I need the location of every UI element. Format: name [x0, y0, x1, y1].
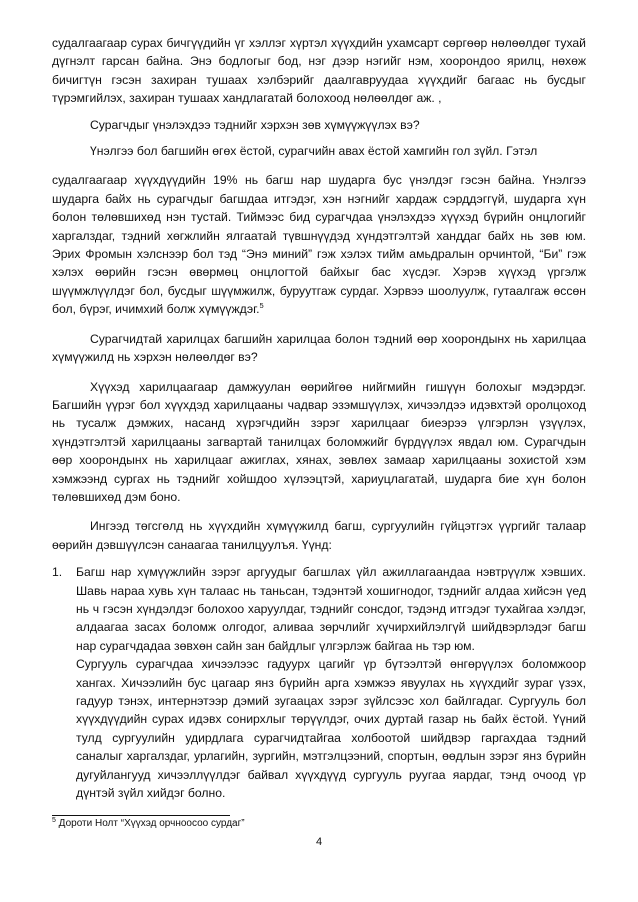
paragraph-text: судалгаагаар хүүхдүүдийн 19% нь багш нар шударга бус үнэлдэг гэсэн байна. Үнэлгээ шударга байх нь сурагчдыг багшдаа итгэдэг, хэн нэгнийг хардаж сэрддэггүй, шударга хүн болон төлөвшихөд нэн тустай. Тиймээс бид сурагчдаа үнэлэхдээ хүүхэд бүрийн онцлогийг харгалздаг, тэдний хөгжлийн ялгаатай түвшнүүдэд хүндэтгэлтэй ханддаг байх нь зөв юм. Эрих Фромын хэлснээр бол тэд “Энэ миний” гэж хэлэх тийм амьдралын орчинтой, “Би” гэж хэлэх өөрийн гэсэн өвөрмөц онцлогтой байхыг бас хүсдэг. Хэрэв хүүхэд үргэлж шүүмжлүүлдэг бол, бусдыг шүүмжилж, буруутгаж сурдаг. Хэрвээ шоолуулж, гутаалгаж өссөн бол, бүрэг, ичимхий болж хүмүүждэг. [52, 173, 586, 317]
list-paragraph: Сургууль сурагчдаа хичээлээс гадуурх цагийг үр бүтээлтэй өнгөрүүлэх боломжоор хангах. Хичээлийн бус цагаар янз бүрийн арга хэмжээ явуулах нь хүүхдийг зураг үзэх, гадуур тэнэх, интернэтээр дэмий зугаацах зэрэг зүйлсээс хол байлгадаг. Сургууль бол хүүхдүүдийн сурах идэвх сонирхлыг төрүүлдэг, очих дуртай газар нь байх ёстой. Үүний тулд сургуулийн удирдлага сурагчидтайгаа холбоотой шийдвэр гаргахдаа тэдний саналыг харгалздаг, урлагийн, зургийн, мэтгэлцээний, спортын, өөдлын зэрэг янз бүрийн дугуйлангууд хичээллүүлдэг байвал хүүхдүүд сургууль руугаа яардаг, тэнд очоод үр дүнтэй зүйл хийдэг болно. [76, 657, 586, 801]
paragraph: Хүүхэд харилцаагаар дамжуулан өөрийгөө нийгмийн гишүүн болохыг мэдэрдэг. Багшийн үүрэг бол хүүхдэд харилцааны чадвар эзэмшүүлэх, хичээлдээ идэвхтэй оролцоход нь тусалж дэмжих, насанд хүрэгчдийн зэрэг харилцааг биеэрээ үлгэрлэн үзүүлэх, хүндэтгэлтэй харилцааны загвартай танилцах боломжийг бүрдүүлэх явдал юм. Сурагчдын өөр хоорондынх нь харилцааг ажиглах, хянах, зөвлөх замаар харилцааны зохистой хэм хэмжээнд сургах нь тэднийг хойшдоо хүлээцтэй, хариуцлагатай, шударга бие хүн болон төлөвшихөд дэм боно. [52, 379, 586, 504]
footnote [52, 817, 245, 830]
paragraph: Ингээд төгсгөлд нь хүүхдийн хүмүүжилд багш, сургуулийн гүйцэтгэх үүргийг талаар өөрийн дэвшүүлсэн санаагаа танилцуулъя. Үүнд: [52, 519, 586, 552]
paragraph [52, 171, 586, 318]
paragraph-question: Сурагчдыг үнэлэхдээ тэднийг хэрхэн зөв хүмүүжүүлэх вэ? [90, 117, 420, 132]
footnote-divider [52, 815, 230, 816]
paragraph: судалгаагаар сурах бичгүүдийн үг хэллэг хүртэл хүүхдийн ухамсарт сөргөөр нөлөөлдөг тухай дүгнэлт гарсан байна. Энэ бодлогыг бод, нэг дээр нэгийг нэм, хоорондоо ярилц, нөхөж бичигтүн гэсэн захиран тушаах хэлбэрийг даалгавруудаа хүүхдийг багаас нь бусдыг түрэмгийлэх, захиран тушаах хандлагатай болохоод нөлөөлдөг аж. , [52, 36, 586, 106]
footnote-text: Дороти Нолт “Хүүхэд орчноосоо сурдаг” [55, 818, 245, 829]
list-number: 1. [52, 565, 63, 580]
page-number: 4 [315, 836, 323, 848]
footnote-reference[interactable]: 5 [259, 301, 264, 311]
paragraph-question: Сурагчидтай харилцах багшийн харилцаа болон тэдний өөр хоорондынх нь харилцаа хүмүүжилд нь хэрхэн нөлөөлдөг вэ? [52, 331, 586, 365]
list-paragraph: Багш нар хүмүүжлийн зэрэг аргуудыг багшлах үйл ажиллагаандаа нэвтрүүлж хэвших. Шавь нараа хувь хүн талаас нь таньсан, тэдэнтэй хошигнодог, тэднийг алдаа хийсэн үед нь ч гэсэн хүндэлдэг болохоо харуулдаг, тэднийг сонсдог, тэдэнд итгэдэг тухайгаа хэлдэг, алдаагаа засах боломж олгодог, аливаа зөрчлийг хүчирхийлэлгүй шийдвэрлэдэг багш нар сурагчдадаа зөвхөн сайн зан байдлыг үлгэрлэж байгаа нь тэр юм. [76, 565, 586, 653]
footnote-marker: 5 [52, 817, 56, 824]
paragraph: Үнэлгээ бол багшийн өгөх ёстой, сурагчийн авах ёстой хамгийн гол зүйл. Гэтэл [90, 144, 538, 159]
numbered-list-item [52, 563, 586, 802]
page-body [52, 34, 586, 802]
